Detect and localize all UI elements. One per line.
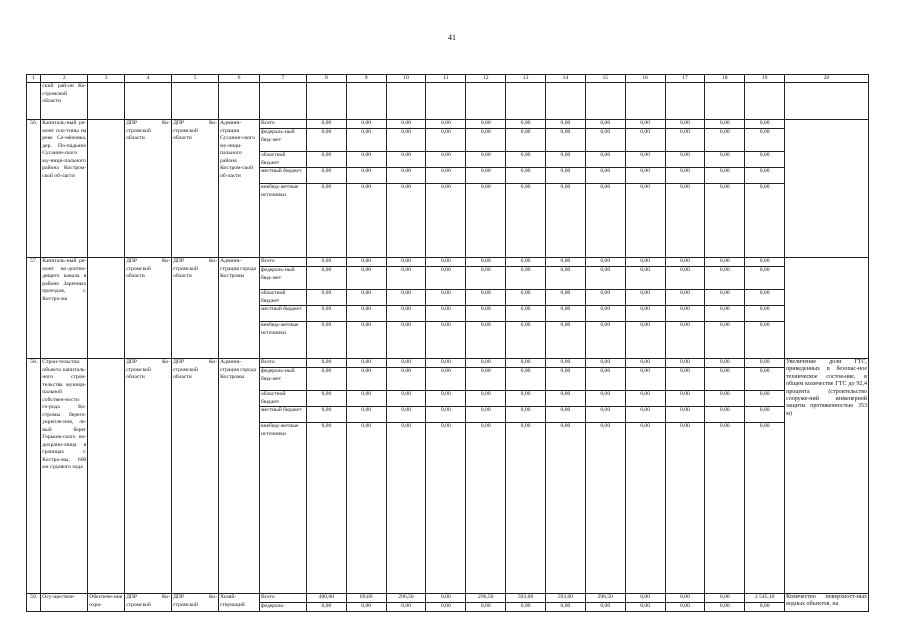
- value-cell: 0,00: [585, 290, 625, 306]
- funding-source-label: областной бюджет: [259, 152, 306, 168]
- value-cell: 0,00: [745, 423, 785, 594]
- value-cell: 0,00: [665, 368, 705, 391]
- value-cell: 0,00: [546, 184, 586, 258]
- value-cell: 0,00: [745, 120, 785, 129]
- value-cell: 296,50: [386, 594, 426, 603]
- value-cell: 0,00: [506, 152, 546, 168]
- header-cell: 1: [27, 75, 41, 83]
- header-cell: 14: [546, 75, 586, 83]
- value-cell: 0,00: [466, 423, 506, 594]
- value-cell: 0,00: [745, 306, 785, 322]
- value-cell: 0,00: [665, 120, 705, 129]
- value-cell: 0,00: [346, 152, 386, 168]
- value-cell: 0,00: [466, 391, 506, 407]
- value-cell: 0,00: [306, 129, 346, 152]
- value-cell: 0,00: [705, 359, 745, 368]
- value-cell: 0,00: [745, 391, 785, 407]
- value-cell: 0,00: [625, 391, 665, 407]
- value-cell: 0,00: [426, 391, 466, 407]
- value-cell: 0,00: [705, 152, 745, 168]
- value-cell: 0,00: [585, 306, 625, 322]
- value-cell: 0,00: [426, 306, 466, 322]
- header-cell: 8: [306, 75, 346, 83]
- value-cell: 0,00: [585, 322, 625, 359]
- value-cell: 0,00: [546, 322, 586, 359]
- value-cell: 0,00: [745, 359, 785, 368]
- value-cell: 0,00: [546, 368, 586, 391]
- value-cell: 0,00: [426, 407, 466, 423]
- value-cell: 0,00: [306, 267, 346, 290]
- expected-result: Количество поверхност-ных водных объектов, на: [785, 594, 869, 612]
- value-cell: 0,00: [346, 267, 386, 290]
- header-cell: 13: [506, 75, 546, 83]
- value-cell: 0,00: [546, 306, 586, 322]
- value-cell: 0,00: [306, 168, 346, 184]
- value-cell: 296,50: [585, 594, 625, 603]
- value-cell: 0,00: [386, 267, 426, 290]
- value-cell: 0,00: [625, 322, 665, 359]
- value-cell: 0,00: [306, 184, 346, 258]
- value-cell: 0,00: [306, 407, 346, 423]
- value-cell: 0,00: [745, 152, 785, 168]
- value-cell: 0,00: [745, 368, 785, 391]
- value-cell: 0,00: [625, 290, 665, 306]
- value-cell: 0,00: [506, 258, 546, 267]
- table-row: [27, 359, 869, 368]
- value-cell: 0,00: [625, 407, 665, 423]
- value-cell: 0,00: [585, 391, 625, 407]
- value-cell: 296,50: [466, 594, 506, 603]
- value-cell: 0,00: [665, 258, 705, 267]
- value-cell: 0,00: [585, 129, 625, 152]
- value-cell: 0,00: [346, 290, 386, 306]
- value-cell: 0,00: [426, 290, 466, 306]
- value-cell: 0,00: [346, 306, 386, 322]
- table-row: [27, 120, 869, 129]
- header-cell: 9: [346, 75, 386, 83]
- value-cell: 0,00: [745, 168, 785, 184]
- value-cell: 0,00: [386, 152, 426, 168]
- value-cell: 0,00: [665, 306, 705, 322]
- value-cell: 0,00: [625, 306, 665, 322]
- value-cell: 0,00: [346, 407, 386, 423]
- header-cell: 3: [88, 75, 125, 83]
- value-cell: 0,00: [506, 368, 546, 391]
- value-cell: 0,00: [426, 129, 466, 152]
- page-number: 41: [448, 33, 456, 42]
- value-cell: 0,00: [705, 322, 745, 359]
- value-cell: 0,00: [426, 120, 466, 129]
- row-number: 57.: [27, 258, 41, 359]
- value-cell: 0,00: [546, 359, 586, 368]
- expected-result: [785, 258, 869, 359]
- executor-cell: Хозяй-ствующий: [219, 594, 260, 612]
- value-cell: 0,00: [346, 258, 386, 267]
- value-cell: 0,00: [625, 368, 665, 391]
- header-cell: 4: [125, 75, 172, 83]
- value-cell: 0,00: [306, 120, 346, 129]
- task-cell: [88, 120, 125, 258]
- value-cell: 0,00: [346, 322, 386, 359]
- value-cell: 0,00: [426, 168, 466, 184]
- value-cell: 0,00: [705, 423, 745, 594]
- header-cell: 20: [785, 75, 869, 83]
- continuation-name: ский рай-он Ко-стромской области: [41, 83, 88, 120]
- value-cell: 0,00: [546, 129, 586, 152]
- value-cell: 0,00: [625, 594, 665, 603]
- funding-source-label: внебюд-жетные источники: [259, 184, 306, 258]
- value-cell: 0,00: [386, 258, 426, 267]
- object-name: Строи-тельство объекта капиталь-ного строи-тельства муници-пальной собствен-ности го-рода Ко-стромы берего-укрепле-ния, ле-вый берег Горьков-ского во-дохрани-лища в границах г. Костро-мы, 600 км судового хода: [41, 359, 88, 594]
- value-cell: 0,00: [466, 368, 506, 391]
- value-cell: 0,00: [506, 423, 546, 594]
- value-cell: 0,00: [426, 152, 466, 168]
- value-cell: 0,00: [665, 407, 705, 423]
- coordinator-cell: ДПР Ко-стромской области: [172, 359, 219, 594]
- value-cell: 0,00: [466, 407, 506, 423]
- executor-cell: Админи-страция города Костромы: [219, 359, 260, 594]
- value-cell: 0,00: [426, 359, 466, 368]
- funding-source-label: областной бюджет: [259, 290, 306, 306]
- funding-source-label: Всего: [259, 359, 306, 368]
- value-cell: 0,00: [705, 407, 745, 423]
- coordinator-cell: ДПР Ко-стромской области: [172, 120, 219, 258]
- value-cell: 0,00: [745, 258, 785, 267]
- value-cell: 0,00: [386, 391, 426, 407]
- value-cell: 0,00: [585, 407, 625, 423]
- object-name: Осу-ществле-: [41, 594, 88, 612]
- value-cell: 0,00: [346, 359, 386, 368]
- value-cell: 0,00: [426, 184, 466, 258]
- funding-source-label: внебюд-жетные источники: [259, 423, 306, 594]
- value-cell: 0,00: [665, 290, 705, 306]
- funding-source-label: внебюд-жетные источники: [259, 322, 306, 359]
- value-cell: 0,00: [506, 267, 546, 290]
- funding-source-label: федераль-ный бюд-жет: [259, 267, 306, 290]
- value-cell: 0,00: [705, 368, 745, 391]
- value-cell: 0,00: [506, 168, 546, 184]
- value-cell: 0,00: [506, 306, 546, 322]
- value-cell: 0,00: [306, 359, 346, 368]
- value-cell: 0,00: [745, 322, 785, 359]
- value-cell: 593,00: [506, 594, 546, 603]
- header-cell: 11: [426, 75, 466, 83]
- value-cell: 0,00: [625, 423, 665, 594]
- value-cell: 0,00: [705, 120, 745, 129]
- value-cell: 0,00: [625, 152, 665, 168]
- value-cell: 0,00: [306, 306, 346, 322]
- row-number: 56.: [27, 120, 41, 258]
- value-cell: 0,00: [466, 152, 506, 168]
- value-cell: 0,00: [466, 129, 506, 152]
- row-number: 59.: [27, 594, 41, 612]
- value-cell: 0,00: [745, 267, 785, 290]
- value-cell: 0,00: [386, 120, 426, 129]
- value-cell: 0,00: [306, 423, 346, 594]
- value-cell: 0,00: [625, 267, 665, 290]
- value-cell: 0,00: [705, 603, 745, 612]
- value-cell: 69,60: [346, 594, 386, 603]
- value-cell: 0,00: [506, 184, 546, 258]
- value-cell: 0,00: [705, 168, 745, 184]
- value-cell: 0,00: [506, 129, 546, 152]
- value-cell: 0,00: [426, 267, 466, 290]
- value-cell: 0,00: [625, 359, 665, 368]
- task-cell: [88, 258, 125, 359]
- value-cell: 0,00: [386, 359, 426, 368]
- header-cell: 17: [665, 75, 705, 83]
- value-cell: 0,00: [506, 407, 546, 423]
- header-cell: 18: [705, 75, 745, 83]
- value-cell: 0,00: [625, 129, 665, 152]
- value-cell: 0,00: [346, 184, 386, 258]
- header-cell: 2: [41, 75, 88, 83]
- value-cell: 0,00: [466, 603, 506, 612]
- value-cell: 0,00: [585, 184, 625, 258]
- value-cell: 0,00: [625, 603, 665, 612]
- value-cell: 0,00: [665, 603, 705, 612]
- funding-source-label: Всего: [259, 258, 306, 267]
- table-row: [27, 258, 869, 267]
- customer-cell: ДПР Ко-стромской области: [125, 359, 172, 594]
- value-cell: 0,00: [506, 322, 546, 359]
- value-cell: 0,00: [386, 184, 426, 258]
- value-cell: 0,00: [546, 120, 586, 129]
- value-cell: 0,00: [466, 322, 506, 359]
- value-cell: 0,00: [745, 129, 785, 152]
- value-cell: 0,00: [466, 267, 506, 290]
- value-cell: 0,00: [585, 359, 625, 368]
- value-cell: 593,00: [546, 594, 586, 603]
- value-cell: 0,00: [426, 423, 466, 594]
- value-cell: 0,00: [585, 168, 625, 184]
- header-cell: 16: [625, 75, 665, 83]
- value-cell: 0,00: [466, 184, 506, 258]
- value-cell: 0,00: [705, 258, 745, 267]
- funding-source-label: Всего: [259, 120, 306, 129]
- header-cell: 12: [466, 75, 506, 83]
- value-cell: 0,00: [546, 603, 586, 612]
- value-cell: 0,00: [585, 152, 625, 168]
- value-cell: 0,00: [386, 368, 426, 391]
- funding-source-label: федераль-ный бюд-жет: [259, 129, 306, 152]
- expected-result: [785, 120, 869, 258]
- value-cell: 0,00: [346, 423, 386, 594]
- value-cell: 0,00: [585, 267, 625, 290]
- value-cell: 0,00: [346, 168, 386, 184]
- value-cell: 0,00: [546, 267, 586, 290]
- value-cell: 0,00: [705, 290, 745, 306]
- task-cell: [88, 359, 125, 594]
- funding-source-label: Всего: [259, 594, 306, 603]
- value-cell: 0,00: [426, 603, 466, 612]
- header-cell: 7: [259, 75, 306, 83]
- row-number: 58.: [27, 359, 41, 594]
- funding-source-label: местный бюджет: [259, 407, 306, 423]
- program-table: [26, 74, 869, 612]
- funding-source-label: областной бюджет: [259, 391, 306, 407]
- value-cell: 0,00: [386, 129, 426, 152]
- header-cell: 10: [386, 75, 426, 83]
- value-cell: 0,00: [506, 120, 546, 129]
- value-cell: 0,00: [585, 120, 625, 129]
- value-cell: 0,00: [346, 129, 386, 152]
- value-cell: 0,00: [426, 594, 466, 603]
- value-cell: 0,00: [306, 290, 346, 306]
- value-cell: 0,00: [306, 258, 346, 267]
- value-cell: 0,00: [745, 407, 785, 423]
- value-cell: 0,00: [705, 267, 745, 290]
- continuation-row: [27, 83, 869, 120]
- customer-cell: ДПР Ко-стромской области: [125, 258, 172, 359]
- value-cell: 0,00: [705, 184, 745, 258]
- value-cell: 0,00: [546, 407, 586, 423]
- value-cell: 0,00: [466, 290, 506, 306]
- value-cell: 0,00: [585, 603, 625, 612]
- header-row: [27, 75, 869, 83]
- value-cell: 0,00: [346, 120, 386, 129]
- funding-source-label: местный бюджет: [259, 168, 306, 184]
- value-cell: 0,00: [546, 391, 586, 407]
- value-cell: 0,00: [625, 120, 665, 129]
- value-cell: 0,00: [745, 184, 785, 258]
- value-cell: 0,00: [546, 423, 586, 594]
- funding-source-label: местный бюджет: [259, 306, 306, 322]
- value-cell: 0,00: [665, 168, 705, 184]
- header-cell: 19: [745, 75, 785, 83]
- value-cell: 0,00: [306, 368, 346, 391]
- coordinator-cell: ДПР Ко-стромской области: [172, 258, 219, 359]
- value-cell: 0,00: [426, 258, 466, 267]
- value-cell: 0,00: [426, 322, 466, 359]
- value-cell: 0,00: [665, 267, 705, 290]
- customer-cell: ДПР Ко-стромской области: [125, 120, 172, 258]
- value-cell: 0,00: [346, 391, 386, 407]
- value-cell: 0,00: [665, 594, 705, 603]
- value-cell: 0,00: [386, 603, 426, 612]
- value-cell: 2 545,10: [745, 594, 785, 603]
- value-cell: 0,00: [506, 290, 546, 306]
- value-cell: 0,00: [466, 359, 506, 368]
- funding-source-label: федераль-: [259, 603, 306, 612]
- value-cell: 0,00: [386, 407, 426, 423]
- value-cell: 0,00: [386, 322, 426, 359]
- value-cell: 0,00: [546, 258, 586, 267]
- value-cell: 0,00: [745, 290, 785, 306]
- value-cell: 0,00: [625, 258, 665, 267]
- value-cell: 0,00: [665, 129, 705, 152]
- value-cell: 0,00: [386, 306, 426, 322]
- header-cell: 6: [219, 75, 260, 83]
- value-cell: 0,00: [625, 168, 665, 184]
- value-cell: 0,00: [665, 391, 705, 407]
- value-cell: 0,00: [306, 603, 346, 612]
- coordinator-cell: ДПР Ко-стромской: [172, 594, 219, 612]
- executor-cell: Админи-страция Сусанин-ского му-ници-пального района Костром-ской об-ласти: [219, 120, 260, 258]
- value-cell: 0,00: [466, 168, 506, 184]
- value-cell: 0,00: [546, 290, 586, 306]
- value-cell: 0,00: [466, 258, 506, 267]
- header-cell: 5: [172, 75, 219, 83]
- value-cell: 0,00: [306, 391, 346, 407]
- value-cell: 0,00: [466, 306, 506, 322]
- value-cell: 0,00: [665, 423, 705, 594]
- value-cell: 0,00: [426, 368, 466, 391]
- value-cell: 0,00: [745, 603, 785, 612]
- value-cell: 0,00: [466, 120, 506, 129]
- expected-result: Увеличение доли ГТС, приведенных в безопас-ное техническое состоя-ние, в общем количестве ГТС до 92,4 процента (строительство сооруже-ний инженерной защиты протяженностью 353 м): [785, 359, 869, 594]
- value-cell: 0,00: [665, 359, 705, 368]
- value-cell: 0,00: [506, 359, 546, 368]
- value-cell: 0,00: [665, 152, 705, 168]
- value-cell: 0,00: [506, 603, 546, 612]
- header-cell: 15: [585, 75, 625, 83]
- executor-cell: Админи-страция города Костромы: [219, 258, 260, 359]
- value-cell: 0,00: [386, 290, 426, 306]
- value-cell: 0,00: [546, 152, 586, 168]
- value-cell: 400,00: [306, 594, 346, 603]
- value-cell: 0,00: [585, 423, 625, 594]
- value-cell: 0,00: [585, 258, 625, 267]
- value-cell: 0,00: [585, 368, 625, 391]
- value-cell: 0,00: [546, 168, 586, 184]
- value-cell: 0,00: [506, 391, 546, 407]
- value-cell: 0,00: [705, 594, 745, 603]
- value-cell: 0,00: [346, 368, 386, 391]
- value-cell: 0,00: [386, 168, 426, 184]
- value-cell: 0,00: [386, 423, 426, 594]
- value-cell: 0,00: [705, 391, 745, 407]
- object-name: Капиталь-ный ре-монт во-доотво-дящего канала в районе Заречных проездов, г. Костро-ма: [41, 258, 88, 359]
- value-cell: 0,00: [665, 322, 705, 359]
- object-name: Капиталь-ный ре-монт пло-тины на реке Се-мёновка, дер. По-падьино Сусанин-ского му-ници-пального района Костром-ской об-ласти: [41, 120, 88, 258]
- table-row: [27, 594, 869, 603]
- value-cell: 0,00: [705, 306, 745, 322]
- funding-source-label: федераль-ный бюд-жет: [259, 368, 306, 391]
- customer-cell: ДПР Ко-стромской: [125, 594, 172, 612]
- value-cell: 0,00: [306, 322, 346, 359]
- value-cell: 0,00: [705, 129, 745, 152]
- value-cell: 0,00: [306, 152, 346, 168]
- value-cell: 0,00: [665, 184, 705, 258]
- task-cell: Обеспече-ние охра-: [88, 594, 125, 612]
- value-cell: 0,00: [625, 184, 665, 258]
- value-cell: 0,00: [346, 603, 386, 612]
